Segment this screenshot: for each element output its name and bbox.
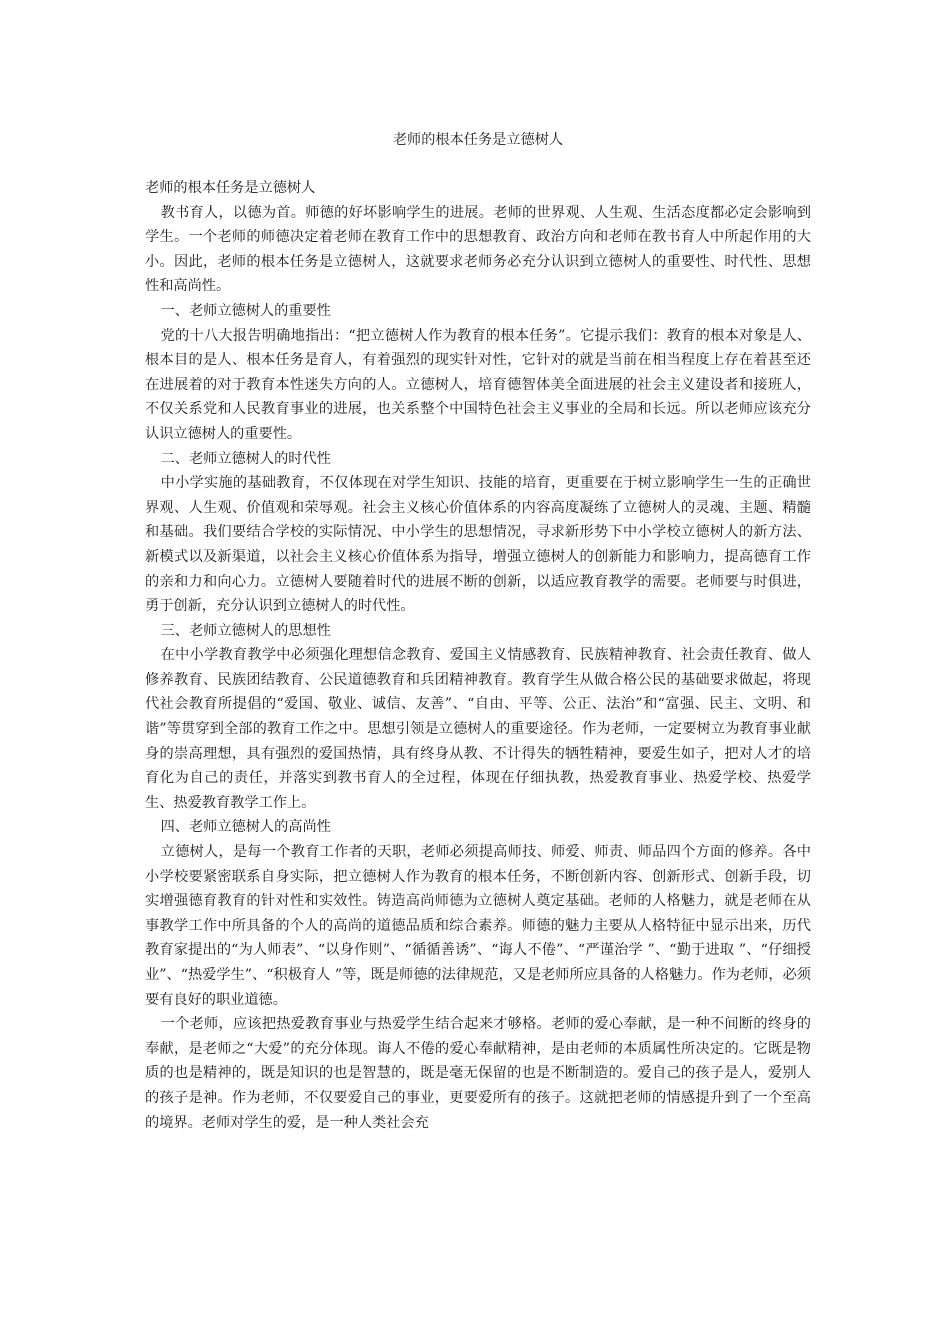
paragraph-love: 一个老师，应该把热爱教育事业与热爱学生结合起来才够格。老师的爱心奉献，是一种不间断的终身的奉献，是老师之“大爱”的充分体现。诲人不倦的爱心奉献精神，是由老师的本质属性所决定的。它既是物质的也是精神的，既是知识的也是智慧的，既是毫无保留的也是不断制造的。爱自己的孩子是人，爱别人的孩子是神。作为老师，不仅要爱自己的事业，更要爱所有的孩子。这就把老师的情感提升到了一个至高的境界。老师对学生的爱，是一种人类社会充 [145,1016,811,1131]
section-heading-1: 一、老师立德树人的重要性 [160,302,331,319]
paragraph-intro: 教书育人，以德为首。师德的好坏影响学生的进展。老师的世界观、人生观、生活态度都必定会影响到学生。一个老师的师德决定着老师在教育工作中的思想教育、政治方向和老师在教书育人中所起作用的大小。因此，老师的根本任务是立德树人，这就要求老师务必充分认识到立德树人的重要性、时代性、思想性和高尚性。 [145,204,811,295]
document-title: 老师的根本任务是立德树人 [392,132,564,148]
paragraph-importance: 党的十八大报告明确地指出：“把立德树人作为教育的根本任务”。它提示我们：教育的根本对象是人、根本目的是人、根本任务是育人，有着强烈的现实针对性，它针对的就是当前在相当程度上存在着甚至还在进展着的对于教育本性迷失方向的人。立德树人，培育德智体美全面进展的社会主义建设者和接班人，不仅关系党和人民教育事业的进展，也关系整个中国特色社会主义事业的全局和长远。所以老师应该充分认识立德树人的重要性。 [145,327,811,442]
paragraph-ideology: 在中小学教育教学中必须强化理想信念教育、爱国主义情感教育、民族精神教育、社会责任教育、做人修养教育、民族团结教育、公民道德教育和兵团精神教育。教育学生从做合格公民的基础要求做起，将现代社会教育所提倡的“爱国、敬业、诚信、友善”、“自由、平等、公正、法治”和“富强、民主、文明、和谐”等贯穿到全部的教育工作之中。思想引领是立德树人的重要途径。作为老师，一定要树立为教育事业献身的崇高理想，具有强烈的爱国热情，具有终身从教、不计得失的牺牲精神，要爱生如子，把对人才的培育化为自己的责任，并落实到教书育人的全过程，体现在仔细执教，热爱教育事业、热爱学校、热爱学生、热爱教育教学工作上。 [145,647,811,811]
paragraph-timeliness: 中小学实施的基础教育，不仅体现在对学生知识、技能的培育，更重要在于树立影响学生一生的正确世界观、人生观、价值观和荣辱观。社会主义核心价值体系的内容高度凝练了立德树人的灵魂、主题、精髓和基础。我们要结合学校的实际情况、中小学生的思想情况，寻求新形势下中小学校立德树人的新方法、新模式以及新渠道，以社会主义核心价值体系为指导，增强立德树人的创新能力和影响力，提高德育工作的亲和力和向心力。立德树人要随着时代的进展不断的创新，以适应教育教学的需要。老师要与时俱进，勇于创新，充分认识到立德树人的时代性。 [145,475,811,615]
document-body [145,176,811,1135]
section-heading-4: 四、老师立德树人的高尚性 [160,819,331,836]
section-heading-2: 二、老师立德树人的时代性 [160,450,331,467]
article-heading: 老师的根本任务是立德树人 [145,180,316,196]
section-heading-3: 三、老师立德树人的思想性 [160,622,331,639]
paragraph-nobility: 立德树人，是每一个教育工作者的天职，老师必须提高师技、师爱、师责、师品四个方面的修养。各中小学校要紧密联系自身实际，把立德树人作为教育的根本任务，不断创新内容、创新形式、创新手段，切实增强德育教育的针对性和实效性。铸造高尚师德为立德树人奠定基础。老师的人格魅力，就是老师在从事教学工作中所具备的个人的高尚的道德品质和综合素养。师德的魅力主要从人格特征中显示出来，历代教育家提出的“为人师表”、“以身作则”、“循循善诱”、“诲人不倦”、“严谨治学 ”、“勤于进取 ”、“仔细授业”、“热爱学生”、“积极育人 ”等，既是师德的法律规范，又是老师所应具备的人格魅力。作为老师，必须要有良好的职业道德。 [145,844,811,1008]
